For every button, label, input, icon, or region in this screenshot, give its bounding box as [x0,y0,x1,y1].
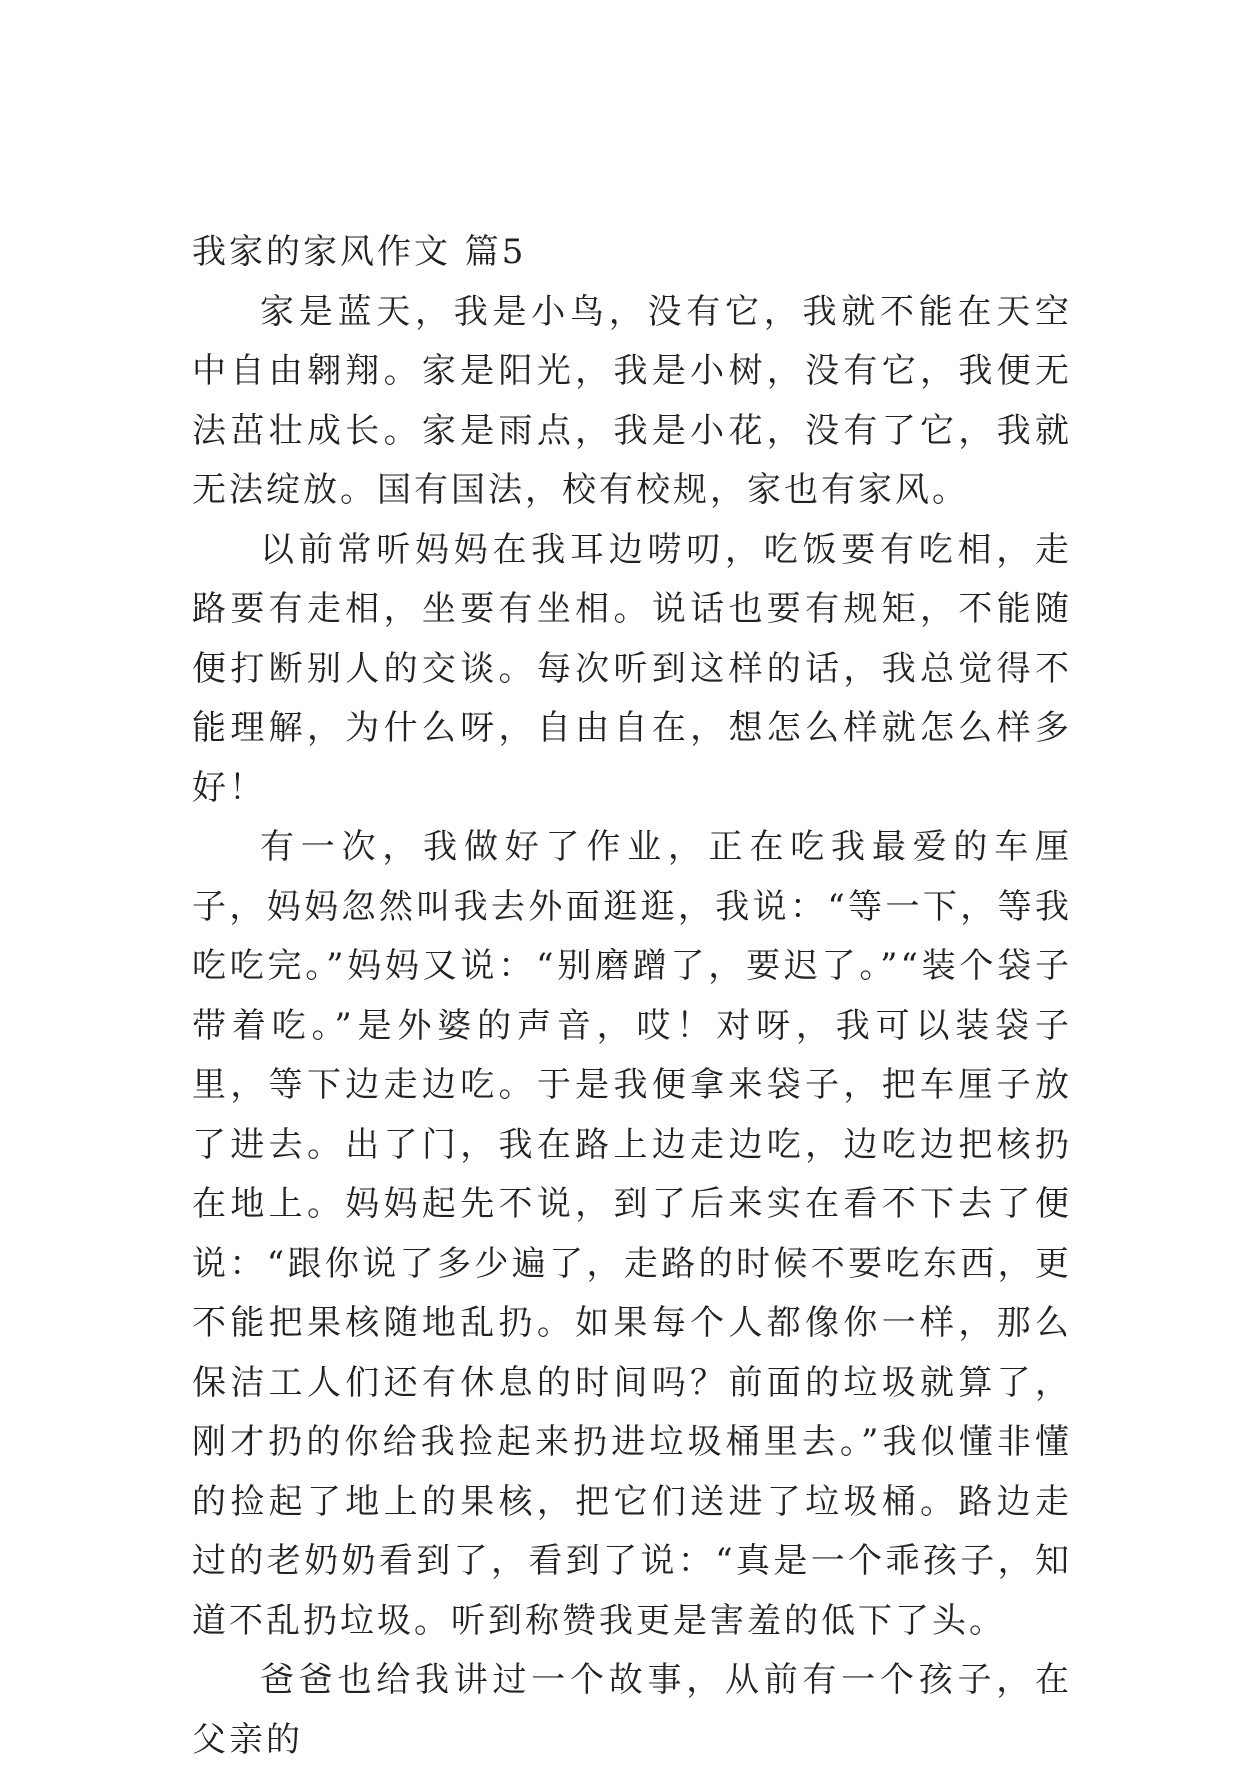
essay-body [192,223,1072,1770]
paragraph-2: 以前常听妈妈在我耳边唠叨，吃饭要有吃相，走路要有走相，坐要有坐相。说话也要有规矩，不能随便打断别人的交谈。每次听到这样的话，我总觉得不能理解，为什么呀，自由自在，想怎么样就怎么样多好！ [192,529,1072,808]
paragraph-4: 爸爸也给我讲过一个故事，从前有一个孩子，在父亲的 [192,1660,1072,1760]
paragraph-3: 有一次，我做好了作业，正在吃我最爱的车厘子，妈妈忽然叫我去外面逛逛，我说：“等一下，等我吃吃完。”妈妈又说：“别磨蹭了，要迟了。”“装个袋子带着吃。”是外婆的声音，哎！对呀，我可以装袋子里，等下边走边吃。于是我便拿来袋子，把车厘子放了进去。出了门，我在路上边走边吃，边吃边把核扔在地上。妈妈起先不说，到了后来实在看不下去了便说：“跟你说了多少遍了，走路的时候不要吃东西，更不能把果核随地乱扔。如果每个人都像你一样，那么保洁工人们还有休息的时间吗？前面的垃圾就算了，刚才扔的你给我捡起来扔进垃圾桶里去。”我似懂非懂的捡起了地上的果核，把它们送进了垃圾桶。路边走过的老奶奶看到了，看到了说：“真是一个乖孩子，知道不乱扔垃圾。听到称赞我更是害羞的低下了头。 [192,827,1072,1641]
paragraph-1: 家是蓝天，我是小鸟，没有它，我就不能在天空中自由翱翔。家是阳光，我是小树，没有它，我便无法茁壮成长。家是雨点，我是小花，没有了它，我就无法绽放。国有国法，校有校规，家也有家风。 [192,291,1072,510]
essay-title: 我家的家风作文 篇5 [192,232,527,272]
